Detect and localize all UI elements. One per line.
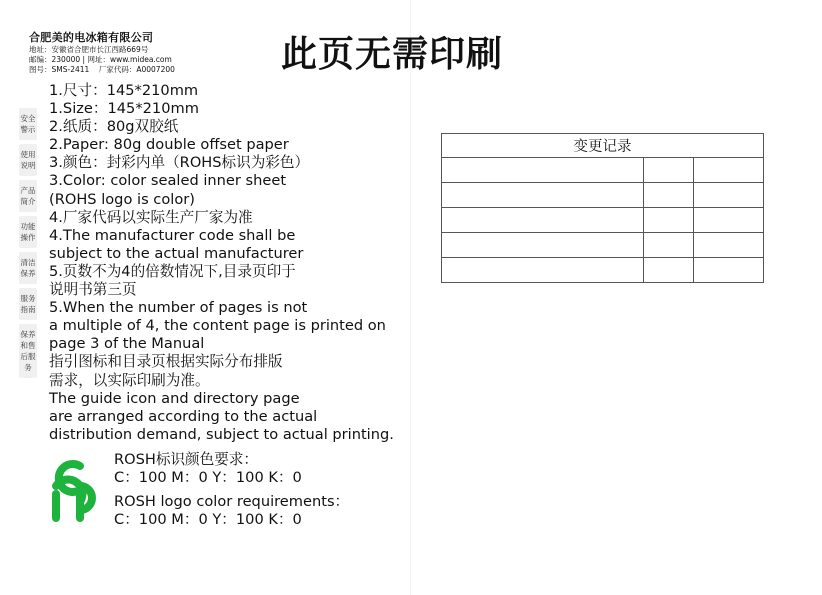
spec-line: page 3 of the Manual: [49, 335, 205, 353]
side-tab-service-guide[interactable]: 服务指南: [19, 288, 37, 320]
color-req-en-label: ROSH logo color requirements：: [114, 493, 350, 510]
spec-line: 指引图标和目录页根据实际分布排版: [49, 353, 283, 371]
table-cell: [644, 258, 694, 283]
color-req-cn-label: ROSH标识颜色要求：: [114, 451, 259, 468]
side-tab-after-sales[interactable]: 保养和售后服务: [19, 324, 37, 378]
side-tab-operation[interactable]: 功能操作: [19, 216, 37, 248]
spec-line: 需求，以实际印刷为准。: [49, 371, 210, 389]
table-row: [442, 158, 764, 183]
spec-line: distribution demand, subject to actual printing.: [49, 425, 394, 443]
table-cell: [644, 183, 694, 208]
separator: |: [82, 55, 88, 64]
table-row: [442, 183, 764, 208]
table-row: [442, 258, 764, 283]
spec-line: a multiple of 4, the content page is printed on: [49, 317, 386, 335]
color-req-cn-values: C：100 M：0 Y：100 K：0: [114, 469, 302, 486]
table-cell: [694, 233, 764, 258]
side-tab-cleaning[interactable]: 清洁保养: [19, 252, 37, 284]
spec-line: (ROHS logo is color): [49, 190, 195, 208]
table-cell: [442, 258, 644, 283]
spec-line: 3.Color: color sealed inner sheet: [49, 172, 287, 190]
spec-list: [49, 82, 409, 444]
spec-line: The guide icon and directory page: [49, 389, 300, 407]
side-tab-product-intro[interactable]: 产品简介: [19, 180, 37, 212]
spec-line: 4.The manufacturer code shall be: [49, 226, 296, 244]
spec-line: 2.纸质：80g双胶纸: [49, 118, 179, 136]
table-cell: [644, 233, 694, 258]
table-cell: [644, 208, 694, 233]
table-cell: [442, 183, 644, 208]
company-contact: [29, 55, 219, 65]
company-address: 地址：安徽省合肥市长江西路669号: [29, 45, 149, 54]
table-cell: [644, 158, 694, 183]
side-tab-safety[interactable]: 安全警示: [19, 108, 37, 140]
table-cell: [442, 208, 644, 233]
spec-line: 4.厂家代码以实际生产厂家为准: [49, 208, 253, 226]
table-cell: [694, 158, 764, 183]
spec-line: 1.Size：145*210mm: [49, 100, 199, 118]
side-tab-instructions[interactable]: 使用说明: [19, 144, 37, 176]
table-cell: [694, 208, 764, 233]
company-info: [29, 31, 219, 75]
table-row: [442, 208, 764, 233]
spec-line: 5.页数不为4的倍数情况下,目录页印于: [49, 262, 296, 280]
spec-line: subject to the actual manufacturer: [49, 244, 304, 262]
page-title: 此页无需印刷: [281, 34, 504, 75]
table-cell: [694, 183, 764, 208]
spec-line: 说明书第三页: [49, 281, 137, 299]
doc-number: 图号：SMS-2411: [29, 65, 90, 74]
side-tab-strip: [19, 108, 37, 382]
table-cell: [694, 258, 764, 283]
table-row: [442, 233, 764, 258]
company-postcode: 邮编：230000: [29, 55, 81, 64]
spec-line: 3.颜色：封彩内单（ROHS标识为彩色）: [49, 154, 310, 172]
change-log-table: [441, 133, 764, 283]
table-cell: [442, 158, 644, 183]
color-requirements: [114, 451, 349, 529]
spec-line: 1.尺寸：145*210mm: [49, 82, 199, 99]
spec-line: 2.Paper: 80g double offset paper: [49, 136, 289, 154]
company-name: 合肥美的电冰箱有限公司: [29, 31, 154, 44]
fold-line: [410, 0, 411, 595]
company-codes: [29, 65, 219, 75]
color-req-en-values: C：100 M：0 Y：100 K：0: [114, 511, 302, 528]
spec-line: 5.When the number of pages is not: [49, 299, 308, 317]
rohs-logo-icon: [46, 456, 104, 522]
change-log-title: 变更记录: [442, 134, 764, 158]
company-website: 网址：www.midea.com: [87, 55, 172, 64]
factory-code: 厂家代码：A0007200: [98, 65, 175, 74]
table-cell: [442, 233, 644, 258]
spec-line: are arranged according to the actual: [49, 407, 318, 425]
